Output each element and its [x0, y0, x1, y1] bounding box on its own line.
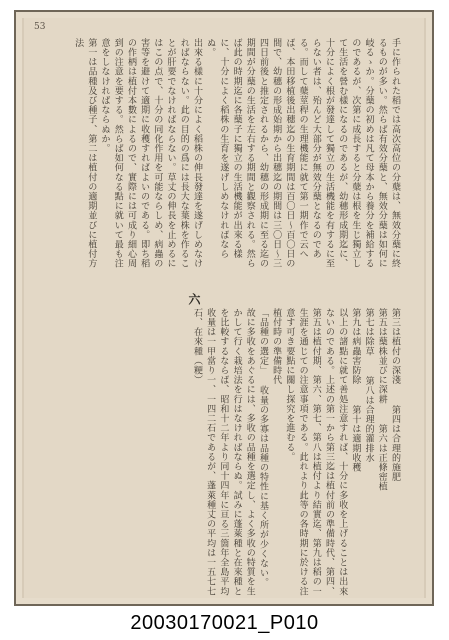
lower-text-block: [190, 308, 401, 596]
upper-text-block: [71, 38, 401, 276]
paragraph: 以上の諸點に就て善処注意すれば、十分に多收を上げることは出來ないのである。上述の第一から第三迄は植付前の準備時代、第四、第五は植付期、第六、第七、第八は植付より結實迄、第九は稻の一生涯を通じての注意事項である。此れより此等の各時期に於ける注意す可き要點に關し探究を進むる。: [284, 308, 348, 596]
image-caption: 20030170021_P010: [130, 612, 319, 634]
list-item: 第三は植付の深淺: [390, 308, 400, 385]
paragraph: 收量の多寡は品種の特性に基く所が少くない。故に多收をあぐるには、多收の品種を選定し、よく多收の特質を生かして行く栽培法を行はなければならぬ。試みに蓬萊種と在來種とを比較するならば、昭和十二年より同十四年に亘る三箇年全島平均收量は一甲當り一、一四二石であるが、蓬萊種丈の平均は一五七七石、在來種（粳）: [191, 308, 268, 596]
subsection-heading: 「品種の選定」: [257, 308, 268, 376]
list-item: 第九は病蟲害防除: [350, 308, 361, 385]
list-item: 第十は適期收穫: [350, 405, 361, 473]
list-item: 第七は除草: [363, 308, 374, 356]
chapter-number: 六: [187, 293, 201, 305]
section-heading: 植付時の準備時代: [271, 308, 282, 385]
list-item: 第六は正條密植: [376, 424, 387, 492]
paragraph: 第一は品種及び種子、第二は植付の適期並びに植付方法: [73, 38, 97, 269]
paragraph: 出來る樣に十分によく稻株の伸長發達を遂げしめなければならない。此の目的の爲には長大な葉株を作ることが肝要でなければならない。草丈の伸長を止めるにはこの点で、十分の同化作用を可能ならしめ、病蟲の害等を避けて適期に收穫すればよいのである。即ち稻の作柄は植付本數によるので、實際には可成り細心周到の注意を要する。然らば如何なる點に就いて最も注意をしなければならぬか。: [99, 38, 202, 269]
list-item: 第四は合理的施肥: [390, 405, 400, 482]
page-number: 53: [34, 22, 46, 32]
list-item: 第八は合理的灌排水: [363, 376, 374, 463]
list-item: 第五は蘖株並びに深耕: [376, 308, 387, 404]
paragraph: 手に作られた稻では高次高位の分蘖は、無效分蘖に終るものが多い。然らば有效分蘖と、無效分蘖は如何に岐るゝか。分蘖の初めは凡て母本から養分を補給するのであるが、次第に成長すると分蘖は根を生じ獨立して生活を營む樣になるのであるが、幼穗形成期迄に、十分によく根が發達して獨立の生活機能を有するに至らない者は、殆んど大部分が無效分蘖となるのである。而して蘖莖稈の生理機能に就て第一期作で云へば、本田移植後出穗迄の生育期間は百〇日～百〇日の間で、幼穗の形成始期から出穗迄の期間は三〇日～三四日前後と推定されるから、幼穗の形成期に至る迄の期間が分蘖の生活を左右する期間と觀察される。然らば此の時期迄に各蘖子に獨立の生活機能が出來る樣に、十分によく稻株の生育を遂げしめなければならぬ。: [205, 38, 400, 269]
